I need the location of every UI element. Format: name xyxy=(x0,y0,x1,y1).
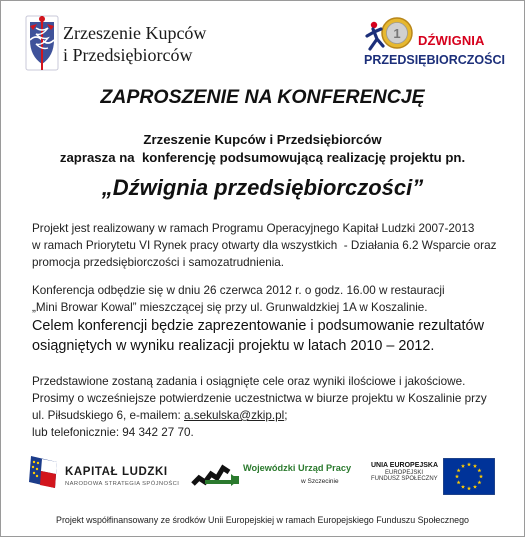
zkip-logo-text xyxy=(63,22,206,66)
kapital-ludzki-logo xyxy=(25,452,180,492)
zkip-logo-line1: Zrzeszenie Kupców xyxy=(63,23,207,43)
stairs-arrow-icon xyxy=(191,458,239,488)
paragraph-programme xyxy=(32,220,502,271)
eu-logo xyxy=(371,458,499,498)
paragraph-line: Przedstawione zostaną zadania i osiągnięte cele oraz wyniki ilościowe i jakościowe. xyxy=(32,375,466,388)
wup-title: Wojewódzki Urząd Pracy xyxy=(243,463,352,473)
svg-text:1: 1 xyxy=(393,26,401,41)
poland-flag-stars-icon xyxy=(25,452,61,492)
paragraph-goal xyxy=(32,316,484,356)
dzwignia-logo-line2: PRZEDSIĘBIORCZOŚCI xyxy=(364,53,505,67)
wup-subtitle: w Szczecinie xyxy=(301,478,339,485)
paragraph-line-phone: lub telefonicznie: 94 342 27 70. xyxy=(32,426,194,439)
email-link[interactable]: a.sekulska@zkip.pl xyxy=(184,409,285,422)
caduceus-shield-icon xyxy=(25,12,59,74)
zkip-logo-line2: i Przedsiębiorców xyxy=(63,45,193,65)
paragraph-line: promocja przedsiębiorczości i samozatrudnienia. xyxy=(32,256,285,269)
address-text: ul. Piłsudskiego 6, e-mailem: xyxy=(32,409,185,422)
kapital-ludzki-title: KAPITAŁ LUDZKI xyxy=(65,466,168,478)
kapital-ludzki-subtitle: NARODOWA STRATEGIA SPÓJNOŚCI xyxy=(65,481,180,487)
eu-logo-line3: FUNDUSZ SPOŁECZNY xyxy=(371,476,438,482)
dzwignia-logo-line1: DŹWIGNIA xyxy=(418,33,485,48)
eu-flag-icon xyxy=(443,458,495,495)
eu-logo-line2: EUROPEJSKI xyxy=(384,470,423,476)
wup-logo xyxy=(191,458,351,492)
project-title: „Dźwignia przedsiębiorczości” xyxy=(101,175,424,200)
paragraph-line: Konferencja odbędzie się w dniu 26 czerwca 2012 r. o godz. 16.00 w restauracji xyxy=(32,284,445,297)
intro-organizer: Zrzeszenie Kupców i Przedsiębiorców xyxy=(143,132,382,147)
eu-logo-line1: UNIA EUROPEJSKA xyxy=(371,462,439,469)
paragraph-contact xyxy=(32,373,502,441)
email-suffix: ; xyxy=(284,409,288,422)
dzwignia-logo xyxy=(364,16,504,76)
intro-invite xyxy=(1,150,524,165)
paragraph-line: Prosimy o wcześniejsze potwierdzenie uczestnictwa w biurze projektu w Koszalinie przy xyxy=(32,392,487,405)
invitation-heading: ZAPROSZENIE NA KONFERENCJĘ xyxy=(100,86,425,108)
paragraph-line: Celem konferencji będzie zaprezentowanie i podsumowanie rezultatów xyxy=(32,318,484,334)
cofinancing-note: Projekt współfinansowany ze środków Unii Europejskiej w ramach Europejskiego Funduszu Społecznego xyxy=(56,515,469,525)
zkip-logo xyxy=(25,12,235,74)
paragraph-venue xyxy=(32,282,502,316)
paragraph-line: Projekt jest realizowany w ramach Programu Operacyjnego Kapitał Ludzki 2007-2013 xyxy=(32,222,475,235)
paragraph-line: w ramach Priorytetu VI Rynek pracy otwarty dla wszystkich - Działania 6.2 Wsparcie oraz xyxy=(32,239,497,252)
eu-logo-text xyxy=(371,462,437,482)
paragraph-line: „Mini Browar Kowal” mieszczącej się przy ul. Grunwaldzkiej 1A w Koszalinie. xyxy=(32,301,428,314)
paragraph-line: osiągniętych w wyniku realizacji projektu w latach 2010 – 2012. xyxy=(32,338,435,354)
paragraph-line-email xyxy=(32,407,502,424)
intro-invite-text: zaprasza na konferencję podsumowującą realizację projektu pn. xyxy=(59,150,466,165)
